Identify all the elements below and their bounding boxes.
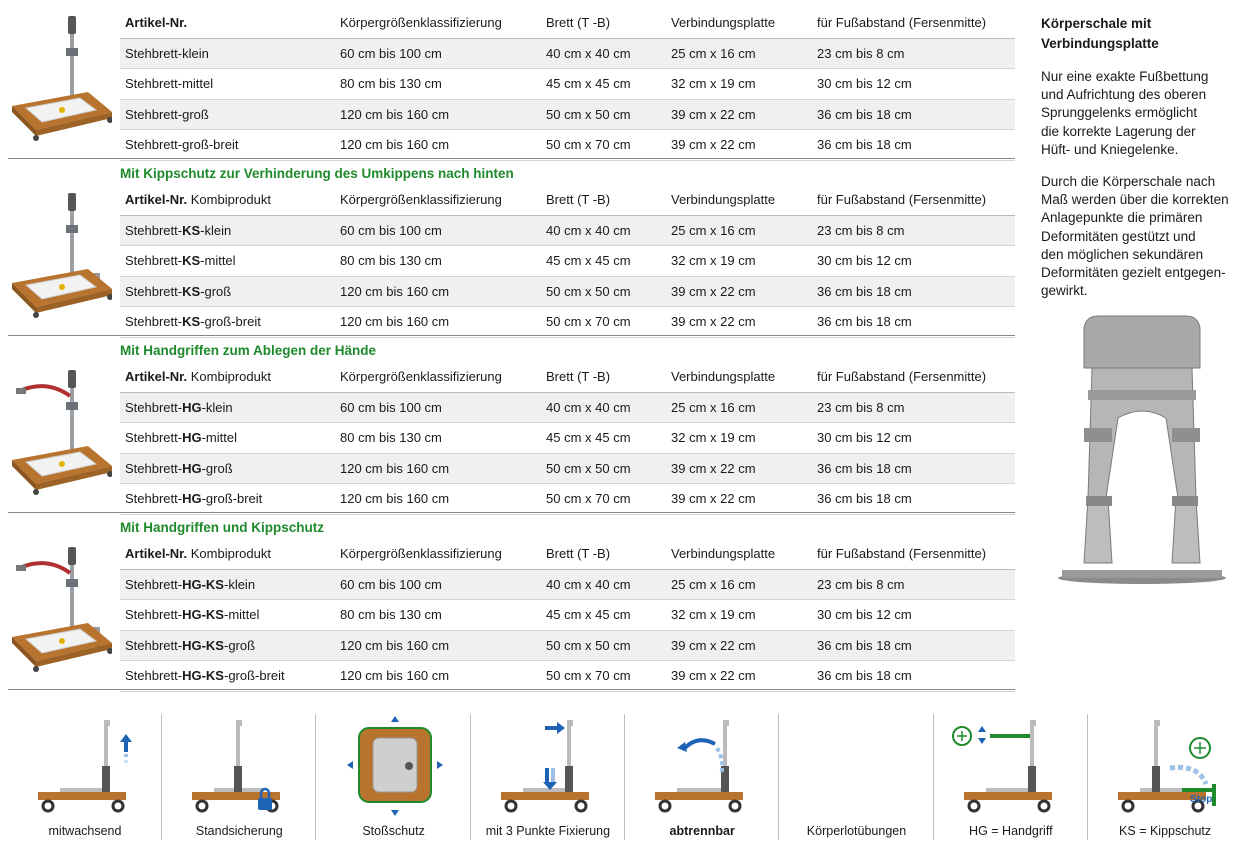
article-suffix: mittel bbox=[182, 76, 214, 92]
article-code: KS bbox=[182, 253, 201, 269]
cell-foot: 36 cm bis 18 cm bbox=[817, 106, 912, 122]
table-row bbox=[120, 69, 1015, 99]
cell-board: 50 cm x 70 cm bbox=[546, 668, 631, 684]
article-code: HG-KS bbox=[182, 668, 224, 684]
header-foot: für Fußabstand (Fersenmitte) bbox=[817, 546, 987, 561]
header-combi-label: Kombiprodukt bbox=[187, 369, 271, 384]
section-bottom-rule bbox=[8, 512, 1015, 513]
article-name bbox=[125, 631, 255, 661]
header-size: Körpergrößenklassifizierung bbox=[340, 192, 502, 207]
header-size: Körpergrößenklassifizierung bbox=[340, 546, 502, 561]
sidebar-line: gewirkt. bbox=[1041, 283, 1088, 299]
product-table bbox=[120, 362, 1015, 515]
article-suffix: groß bbox=[182, 106, 209, 122]
cell-foot: 30 cm bis 12 cm bbox=[817, 253, 912, 269]
header-article-label: Artikel-Nr. bbox=[125, 546, 188, 561]
table-row bbox=[120, 631, 1015, 661]
article-code: HG-KS bbox=[182, 576, 224, 592]
article-prefix: Stehbrett- bbox=[125, 137, 183, 153]
article-code: KS bbox=[182, 314, 201, 330]
article-suffix: -groß bbox=[201, 460, 233, 476]
article-name bbox=[125, 423, 237, 453]
cell-plate: 25 cm x 16 cm bbox=[671, 576, 756, 592]
cell-board: 50 cm x 70 cm bbox=[546, 314, 631, 330]
article-code: HG-KS bbox=[182, 637, 224, 653]
cell-foot: 23 cm bis 8 cm bbox=[817, 576, 905, 592]
cell-board: 40 cm x 40 cm bbox=[546, 45, 631, 61]
feature-plumb bbox=[780, 714, 934, 844]
article-suffix: -groß-breit bbox=[201, 491, 263, 507]
cell-size: 80 cm bis 130 cm bbox=[340, 76, 442, 92]
feature-handle bbox=[934, 714, 1088, 844]
table-header-row bbox=[120, 362, 1015, 392]
feature-lock bbox=[162, 714, 316, 844]
cell-foot: 36 cm bis 18 cm bbox=[817, 637, 912, 653]
article-prefix: Stehbrett- bbox=[125, 491, 183, 507]
sidebar-paragraph-2 bbox=[1041, 173, 1246, 300]
bumper-icon bbox=[317, 714, 471, 822]
plumb-icon bbox=[780, 714, 934, 822]
feature-grow bbox=[8, 714, 162, 844]
sidebar-line: Durch die Körperschale nach bbox=[1041, 174, 1216, 190]
cell-size: 120 cm bis 160 cm bbox=[340, 668, 450, 684]
header-board: Brett (T -B) bbox=[546, 546, 611, 561]
article-name bbox=[125, 393, 233, 423]
article-prefix: Stehbrett- bbox=[125, 222, 183, 238]
cell-plate: 25 cm x 16 cm bbox=[671, 399, 756, 415]
article-suffix: -groß bbox=[223, 637, 256, 653]
article-name bbox=[125, 570, 255, 600]
sidebar-line: Hüft- und Kniegelenke. bbox=[1041, 141, 1179, 157]
header-article-no bbox=[125, 8, 187, 38]
header-plate: Verbindungsplatte bbox=[671, 192, 776, 207]
row-divider bbox=[120, 691, 1015, 692]
header-board: Brett (T -B) bbox=[546, 369, 611, 384]
table-row bbox=[120, 393, 1015, 423]
table-header-row bbox=[120, 539, 1015, 569]
feature-label: Standsicherung bbox=[195, 824, 283, 838]
cell-plate: 25 cm x 16 cm bbox=[671, 222, 756, 238]
article-suffix: groß-breit bbox=[182, 137, 239, 153]
table-row bbox=[120, 130, 1015, 160]
cell-size: 120 cm bis 160 cm bbox=[340, 314, 450, 330]
cell-size: 120 cm bis 160 cm bbox=[340, 460, 450, 476]
article-suffix: -mittel bbox=[223, 607, 260, 623]
sidebar-line: und Aufrichtung des oberen bbox=[1041, 87, 1207, 103]
cell-plate: 39 cm x 22 cm bbox=[671, 137, 756, 153]
product-section-4 bbox=[8, 517, 1015, 684]
body-shell-illustration bbox=[1058, 308, 1226, 588]
article-prefix: Stehbrett- bbox=[125, 314, 183, 330]
header-foot: für Fußabstand (Fersenmitte) bbox=[817, 15, 987, 30]
feature-fixation bbox=[471, 714, 625, 844]
cell-size: 120 cm bis 160 cm bbox=[340, 491, 450, 507]
cell-foot: 36 cm bis 18 cm bbox=[817, 314, 912, 330]
header-article-label: Artikel-Nr. bbox=[125, 15, 188, 30]
sidebar-line: den möglichen sekundären bbox=[1041, 246, 1204, 262]
cell-size: 120 cm bis 160 cm bbox=[340, 283, 450, 299]
article-prefix: Stehbrett- bbox=[125, 106, 183, 122]
cell-board: 45 cm x 45 cm bbox=[546, 607, 631, 623]
row-divider bbox=[120, 337, 1015, 338]
article-prefix: Stehbrett- bbox=[125, 76, 183, 92]
article-code: HG bbox=[182, 491, 202, 507]
standing-board-icon bbox=[8, 362, 112, 502]
article-name bbox=[125, 246, 236, 276]
cell-plate: 39 cm x 22 cm bbox=[671, 668, 756, 684]
article-suffix: -groß-breit bbox=[200, 314, 261, 330]
section-title: Mit Handgriffen zum Ablegen der Hände bbox=[120, 343, 377, 358]
cell-board: 40 cm x 40 cm bbox=[546, 399, 631, 415]
cell-size: 60 cm bis 100 cm bbox=[340, 45, 442, 61]
feature-label: mit 3 Punkte Fixierung bbox=[485, 824, 611, 838]
product-table bbox=[120, 185, 1015, 338]
article-name bbox=[125, 661, 285, 691]
cell-plate: 39 cm x 22 cm bbox=[671, 460, 756, 476]
cell-plate: 32 cm x 19 cm bbox=[671, 253, 756, 269]
cell-board: 40 cm x 40 cm bbox=[546, 576, 631, 592]
feature-label: Stoßschutz bbox=[362, 824, 425, 838]
section-bottom-rule bbox=[8, 335, 1015, 336]
section-title: Mit Handgriffen und Kippschutz bbox=[120, 520, 324, 535]
article-name bbox=[125, 69, 213, 99]
cell-board: 50 cm x 50 cm bbox=[546, 106, 631, 122]
header-board: Brett (T -B) bbox=[546, 192, 611, 207]
table-row bbox=[120, 600, 1015, 630]
article-prefix: Stehbrett- bbox=[125, 576, 183, 592]
article-suffix: -klein bbox=[200, 222, 232, 238]
article-code: KS bbox=[182, 222, 201, 238]
cell-board: 50 cm x 50 cm bbox=[546, 460, 631, 476]
table-row bbox=[120, 454, 1015, 484]
article-name bbox=[125, 454, 233, 484]
header-size: Körpergrößenklassifizierung bbox=[340, 15, 502, 30]
article-code: HG bbox=[182, 430, 202, 446]
article-prefix: Stehbrett- bbox=[125, 430, 183, 446]
cell-plate: 39 cm x 22 cm bbox=[671, 106, 756, 122]
sidebar-line: Sprunggelenks ermöglicht bbox=[1041, 105, 1198, 121]
standing-board-icon bbox=[8, 539, 112, 679]
table-row bbox=[120, 39, 1015, 69]
cell-board: 45 cm x 45 cm bbox=[546, 430, 631, 446]
row-divider bbox=[120, 160, 1015, 161]
article-suffix: -klein bbox=[201, 399, 233, 415]
cell-size: 60 cm bis 100 cm bbox=[340, 576, 442, 592]
table-header-row bbox=[120, 8, 1015, 38]
fixation-icon bbox=[471, 714, 625, 822]
sidebar-line: Deformitäten gestützt und bbox=[1041, 228, 1196, 244]
article-name bbox=[125, 130, 238, 160]
cell-foot: 23 cm bis 8 cm bbox=[817, 399, 905, 415]
cell-plate: 32 cm x 19 cm bbox=[671, 607, 756, 623]
cell-size: 60 cm bis 100 cm bbox=[340, 222, 442, 238]
article-name bbox=[125, 39, 209, 69]
cell-foot: 23 cm bis 8 cm bbox=[817, 45, 905, 61]
article-prefix: Stehbrett- bbox=[125, 460, 183, 476]
article-name bbox=[125, 216, 231, 246]
sidebar-title-line1: Körperschale mit bbox=[1041, 16, 1152, 31]
article-suffix: -groß bbox=[200, 283, 232, 299]
product-table bbox=[120, 8, 1015, 161]
cell-board: 50 cm x 50 cm bbox=[546, 637, 631, 653]
article-code: HG bbox=[182, 460, 202, 476]
section-bottom-rule bbox=[8, 158, 1015, 159]
article-suffix: -klein bbox=[223, 576, 256, 592]
header-foot: für Fußabstand (Fersenmitte) bbox=[817, 192, 987, 207]
cell-plate: 25 cm x 16 cm bbox=[671, 45, 756, 61]
table-header-row bbox=[120, 185, 1015, 215]
cell-board: 40 cm x 40 cm bbox=[546, 222, 631, 238]
table-row bbox=[120, 661, 1015, 691]
cell-size: 60 cm bis 100 cm bbox=[340, 399, 442, 415]
header-plate: Verbindungsplatte bbox=[671, 369, 776, 384]
sidebar-line: die korrekte Lagerung der bbox=[1041, 123, 1196, 139]
article-name bbox=[125, 277, 231, 307]
article-code: KS bbox=[182, 283, 201, 299]
article-suffix: klein bbox=[182, 45, 209, 61]
product-thumbnail bbox=[8, 539, 112, 684]
header-size: Körpergrößenklassifizierung bbox=[340, 369, 502, 384]
feature-label: Körperlotübungen bbox=[806, 824, 907, 838]
cell-size: 120 cm bis 160 cm bbox=[340, 106, 450, 122]
sidebar bbox=[1041, 14, 1246, 300]
cell-size: 80 cm bis 130 cm bbox=[340, 430, 442, 446]
cell-size: 120 cm bis 160 cm bbox=[340, 137, 450, 153]
cell-board: 50 cm x 70 cm bbox=[546, 491, 631, 507]
table-row bbox=[120, 484, 1015, 514]
product-thumbnail bbox=[8, 185, 112, 330]
header-combi-label: Kombiprodukt bbox=[187, 546, 271, 561]
article-prefix: Stehbrett- bbox=[125, 607, 183, 623]
product-table bbox=[120, 539, 1015, 692]
sidebar-line: Anlagepunkte die primären bbox=[1041, 210, 1203, 226]
sidebar-line: Deformitäten gezielt entgegen- bbox=[1041, 265, 1226, 281]
product-section-2 bbox=[8, 163, 1015, 330]
feature-detach bbox=[625, 714, 779, 844]
product-thumbnail bbox=[8, 362, 112, 507]
feature-tilt-stop bbox=[1088, 714, 1242, 844]
feature-label: HG = Handgriff bbox=[969, 824, 1053, 838]
cell-foot: 36 cm bis 18 cm bbox=[817, 491, 912, 507]
cell-foot: 30 cm bis 12 cm bbox=[817, 430, 912, 446]
cell-plate: 39 cm x 22 cm bbox=[671, 314, 756, 330]
cell-foot: 36 cm bis 18 cm bbox=[817, 460, 912, 476]
standing-board-icon bbox=[8, 185, 112, 325]
cell-foot: 36 cm bis 18 cm bbox=[817, 137, 912, 153]
product-section-3 bbox=[8, 340, 1015, 507]
cell-foot: 23 cm bis 8 cm bbox=[817, 222, 905, 238]
lock-icon bbox=[162, 714, 316, 822]
header-article-label: Artikel-Nr. bbox=[125, 369, 188, 384]
header-article-no bbox=[125, 539, 271, 569]
cell-plate: 39 cm x 22 cm bbox=[671, 283, 756, 299]
header-article-label: Artikel-Nr. bbox=[125, 192, 188, 207]
header-plate: Verbindungsplatte bbox=[671, 546, 776, 561]
article-name bbox=[125, 307, 261, 337]
table-row bbox=[120, 423, 1015, 453]
article-suffix: -mittel bbox=[201, 430, 237, 446]
handle-icon bbox=[934, 714, 1088, 822]
cell-plate: 32 cm x 19 cm bbox=[671, 430, 756, 446]
article-code: HG bbox=[182, 399, 202, 415]
cell-board: 45 cm x 45 cm bbox=[546, 76, 631, 92]
cell-size: 120 cm bis 160 cm bbox=[340, 637, 450, 653]
article-prefix: Stehbrett- bbox=[125, 283, 183, 299]
detach-icon bbox=[625, 714, 779, 822]
header-combi-label: Kombiprodukt bbox=[187, 192, 271, 207]
table-row bbox=[120, 246, 1015, 276]
row-divider bbox=[120, 514, 1015, 515]
section-bottom-rule bbox=[8, 689, 1015, 690]
header-article-no bbox=[125, 362, 271, 392]
sidebar-line: Maß werden über die korrekten bbox=[1041, 192, 1229, 208]
feature-label: KS = Kippschutz bbox=[1119, 824, 1212, 838]
cell-board: 45 cm x 45 cm bbox=[546, 253, 631, 269]
stop-label: Stop bbox=[1190, 794, 1213, 805]
article-prefix: Stehbrett- bbox=[125, 637, 183, 653]
table-row bbox=[120, 570, 1015, 600]
table-row bbox=[120, 307, 1015, 337]
article-name bbox=[125, 484, 262, 514]
cell-foot: 36 cm bis 18 cm bbox=[817, 283, 912, 299]
header-article-no bbox=[125, 185, 271, 215]
cell-board: 50 cm x 70 cm bbox=[546, 137, 631, 153]
cell-plate: 39 cm x 22 cm bbox=[671, 491, 756, 507]
product-section-1 bbox=[8, 6, 1015, 156]
cell-foot: 30 cm bis 12 cm bbox=[817, 76, 912, 92]
table-row bbox=[120, 277, 1015, 307]
tilt-stop-icon bbox=[1088, 714, 1242, 822]
article-suffix: -mittel bbox=[200, 253, 236, 269]
table-row bbox=[120, 100, 1015, 130]
table-row bbox=[120, 216, 1015, 246]
article-prefix: Stehbrett- bbox=[125, 668, 183, 684]
cell-board: 50 cm x 50 cm bbox=[546, 283, 631, 299]
article-code: HG-KS bbox=[182, 607, 224, 623]
product-thumbnail bbox=[8, 8, 112, 153]
cell-size: 80 cm bis 130 cm bbox=[340, 253, 442, 269]
sidebar-title-line2: Verbindungsplatte bbox=[1041, 36, 1159, 51]
article-prefix: Stehbrett- bbox=[125, 45, 183, 61]
article-suffix: -groß-breit bbox=[223, 668, 285, 684]
article-name bbox=[125, 600, 259, 630]
standing-board-icon bbox=[8, 8, 112, 148]
cell-foot: 30 cm bis 12 cm bbox=[817, 607, 912, 623]
article-prefix: Stehbrett- bbox=[125, 399, 183, 415]
feature-label: mitwachsend bbox=[48, 824, 122, 838]
cell-size: 80 cm bis 130 cm bbox=[340, 607, 442, 623]
sidebar-line: Nur eine exakte Fußbettung bbox=[1041, 69, 1209, 84]
feature-bumper bbox=[317, 714, 471, 844]
header-foot: für Fußabstand (Fersenmitte) bbox=[817, 369, 987, 384]
sidebar-paragraph-1 bbox=[1041, 68, 1246, 159]
section-title: Mit Kippschutz zur Verhinderung des Umkippens nach hinten bbox=[120, 166, 514, 181]
header-board: Brett (T -B) bbox=[546, 15, 611, 30]
header-plate: Verbindungsplatte bbox=[671, 15, 776, 30]
sidebar-title bbox=[1041, 14, 1246, 54]
grow-icon bbox=[8, 714, 162, 822]
cell-foot: 36 cm bis 18 cm bbox=[817, 668, 912, 684]
feature-icons-row bbox=[8, 714, 1242, 844]
cell-plate: 39 cm x 22 cm bbox=[671, 637, 756, 653]
cell-plate: 32 cm x 19 cm bbox=[671, 76, 756, 92]
feature-label: abtrennbar bbox=[669, 824, 735, 838]
article-prefix: Stehbrett- bbox=[125, 253, 183, 269]
article-name bbox=[125, 100, 209, 130]
